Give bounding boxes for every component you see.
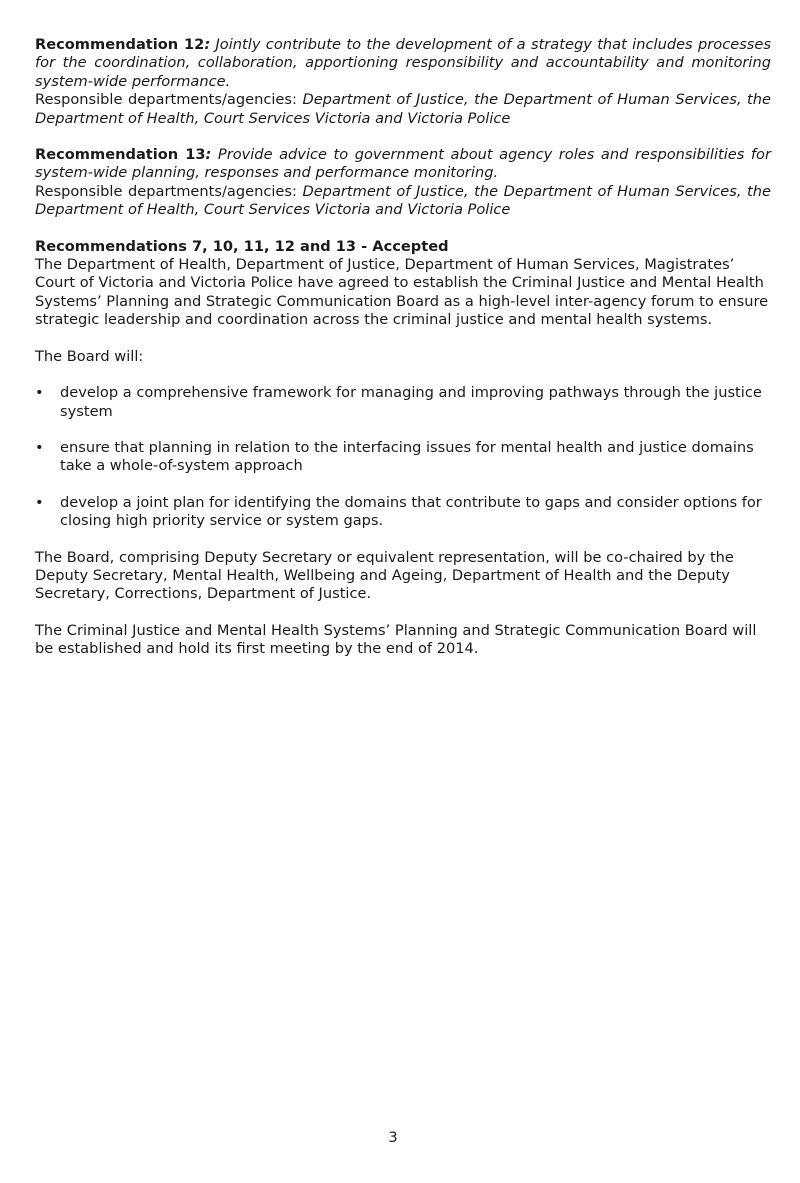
accepted-body: The Department of Health, Department of Justice, Department of Human Services, Magistrates’ Court of Victoria and Victoria Police have agreed to establish the Criminal Justice and Mental Health Systems’ Planning and Strategic Communication Board as a high-level inter-agency forum to ensure strategic leadership and coordination across the criminal justice and mental health systems.: [35, 256, 769, 329]
recommendation-12-responsible-agencies: Department of Justice, the Department of Human Services, the Department of Health, Court Services Victoria and Victoria Police: [35, 91, 772, 127]
recommendation-13-heading: Recommendation 13: [35, 146, 206, 164]
recommendation-13-text: [35, 146, 771, 183]
board-intro: The Board will:: [35, 347, 144, 365]
list-item: [35, 494, 771, 531]
accepted-heading: Recommendations 7, 10, 11, 12 and 13 - Accepted: [35, 237, 449, 255]
board-composition-paragraph: The Board, comprising Deputy Secretary or equivalent representation, will be co-chaired by the Deputy Secretary, Mental Health, Wellbeing and Ageing, Department of Health and the Deputy Secretary, Corrections, Department of Justice.: [35, 548, 734, 603]
list-item-text: develop a joint plan for identifying the domains that contribute to gaps and consider options for closing high priority service or system gaps.: [60, 493, 762, 530]
list-item: [35, 439, 771, 476]
list-item: [35, 384, 771, 421]
bullet-icon: •: [35, 384, 44, 402]
board-establishment-paragraph: The Criminal Justice and Mental Health Systems’ Planning and Strategic Communication Board will be established and hold its first meeting by the end of 2014.: [35, 621, 757, 658]
recommendation-13-description: Provide advice to government about agency roles and responsibilities for system-wide planning, responses and performance monitoring.: [35, 146, 771, 182]
bullet-icon: •: [35, 493, 44, 511]
recommendation-13-colon: :: [205, 146, 212, 164]
recommendation-12-colon: :: [204, 36, 211, 53]
recommendation-12: [35, 36, 771, 128]
recommendation-13-responsible-label: Responsible departments/agencies:: [35, 182, 303, 200]
recommendation-12-responsible-label: Responsible departments/agencies:: [35, 91, 303, 109]
board-duties-list: [35, 384, 771, 530]
recommendation-13-responsible: [35, 183, 771, 220]
recommendation-12-text: [35, 36, 771, 91]
list-item-text: develop a comprehensive framework for managing and improving pathways through the justice system: [60, 384, 762, 420]
recommendation-12-heading: Recommendation 12: [35, 36, 205, 53]
page-number: 3: [388, 1129, 398, 1146]
recommendation-13: [35, 146, 771, 220]
recommendation-13-responsible-agencies: Department of Justice, the Department of Human Services, the Department of Health, Court Services Victoria and Victoria Police: [35, 182, 772, 219]
bullet-icon: •: [35, 438, 44, 456]
recommendation-12-description: Jointly contribute to the development of a strategy that includes processes for the coordination, collaboration, apportioning responsibility and accountability and monitoring system-wide performance.: [35, 36, 771, 90]
accepted-section: [35, 238, 771, 330]
recommendation-12-responsible: [35, 91, 771, 128]
list-item-text: ensure that planning in relation to the interfacing issues for mental health and justice domains take a whole-of-system approach: [60, 438, 754, 475]
document-page: [35, 36, 771, 677]
